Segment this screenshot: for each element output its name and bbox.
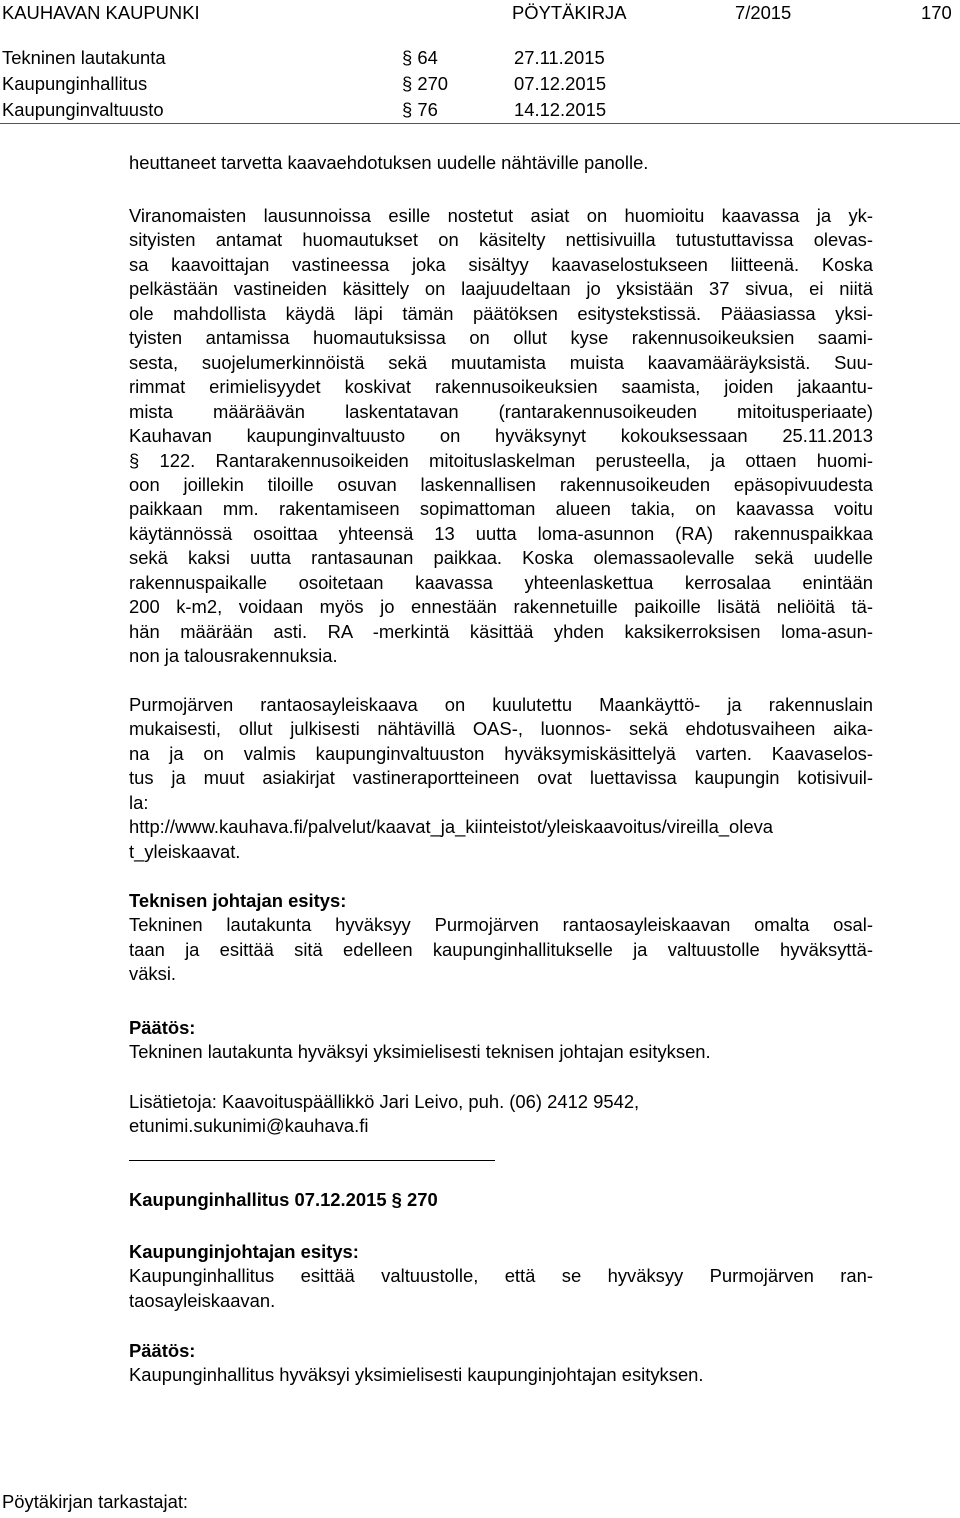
footer-reviewers-label: Pöytäkirjan tarkastajat: (2, 1491, 189, 1512)
decision-text: Kaupunginhallitus hyväksyi yksimielisesti kaupunginjohtajan esityksen. (129, 1364, 704, 1386)
text-line: http://www.kauhava.fi/palvelut/kaavat_ja_kiinteistot/yleiskaavoitus/vireilla_oleva (129, 816, 774, 838)
meeting-number: § 64 (402, 47, 438, 68)
header-divider (0, 123, 960, 124)
text-line: la: (129, 791, 149, 813)
text-line: sa kaavoittajan vastineessa joka sisältyy kaavaselostukseen liitteenä. Koska (129, 253, 873, 275)
meeting-number-value: 64 (417, 47, 438, 68)
text-line: sityisten antamat huomautukset on käsitelty nettisivuilla tutustuttavissa olevas- (129, 229, 873, 251)
technical-director-proposal (129, 889, 873, 987)
meeting-body: Kaupunginvaltuusto (2, 99, 164, 120)
issue-number: 7/2015 (735, 2, 792, 23)
paragraph-review-summary (129, 204, 873, 669)
decision-city-board (129, 1339, 873, 1388)
mayor-proposal (129, 1240, 873, 1313)
text-line: non ja talousrakennuksia. (129, 645, 338, 667)
meeting-number-value: 76 (417, 99, 438, 120)
text-line: na ja on valmis kaupunginvaltuuston hyväksymiskäsittelyä varten. Kaavaselos- (129, 742, 873, 764)
organization-name: KAUHAVAN KAUPUNKI (2, 2, 200, 23)
meeting-number: § 270 (402, 73, 449, 94)
decision-technical-board (129, 1016, 873, 1065)
meeting-body: Kaupunginhallitus (2, 73, 148, 94)
text-line: oon joillekin tiloille osuvan laskennallisen rakennusoikeuden epäsopivuudesta (129, 473, 873, 495)
meeting-row (2, 98, 702, 122)
contact-email: etunimi.sukunimi@kauhava.fi (129, 1115, 369, 1137)
text-line: sekä kaksi uutta rantasaunan paikkaa. Koska olemassaolevalle sekä uudelle (129, 547, 873, 569)
meeting-number: § 76 (402, 99, 438, 120)
intro-line (129, 151, 873, 175)
text-line: Kauhavan kaupunginvaltuusto on hyväksynyt kokouksessaan 25.11.2013 (129, 425, 873, 447)
meeting-date: 07.12.2015 (514, 73, 607, 94)
text-line: hän määrään asti. RA -merkintä käsittää yhden kaksikerroksisen loma-asun- (129, 620, 873, 642)
text-line: t_yleiskaavat. (129, 840, 241, 862)
page-number: 170 (921, 2, 952, 23)
text-line: tus ja muut asiakirjat vastineraportteineen ovat luettavissa kaupungin kotisivuil- (129, 767, 873, 789)
text-line: sesta, suojelumerkinnöistä sekä muutamista muista kaavamääräyksistä. Suu- (129, 351, 873, 373)
text-line: väksi. (129, 963, 177, 985)
decision-text: Tekninen lautakunta hyväksyi yksimielisesti teknisen johtajan esityksen. (129, 1041, 711, 1063)
contact-line: Lisätietoja: Kaavoituspäällikkö Jari Leivo, puh. (06) 2412 9542, (129, 1091, 640, 1112)
meeting-number-value: 270 (417, 73, 449, 94)
meeting-date: 27.11.2015 (514, 47, 605, 68)
text-line: tyisten antamissa huomautuksissa on ollut kyse rakennusoikeuksien saami- (129, 327, 873, 349)
proposal-heading: Kaupunginjohtajan esitys: (129, 1241, 359, 1262)
text-line: Viranomaisten lausunnoissa esille nostetut asiat on huomioitu kaavassa ja yk- (129, 205, 873, 226)
text-line: rakennuspaikalle osoitetaan kaavassa yhteenlaskettua kerrosalaa enintään (129, 571, 873, 593)
text-line: Tekninen lautakunta hyväksyy Purmojärven rantaosayleiskaavan omalta osal- (129, 914, 873, 936)
text-line: mista määräävän laskentatavan (rantarakennusoikeuden mitoitusperiaate) (129, 400, 873, 422)
meeting-date: 14.12.2015 (514, 99, 607, 120)
text-line: ole mahdollista käydä läpi tämän päätöksen esitystekstissä. Pääasiassa yksi- (129, 302, 873, 324)
council-section-heading (129, 1188, 873, 1212)
decision-heading: Päätös: (129, 1340, 196, 1361)
proposal-heading: Teknisen johtajan esitys: (129, 890, 347, 911)
paragraph-plan-status (129, 693, 873, 864)
text-line: Kaupunginhallitus esittää valtuustolle, että se hyväksyy Purmojärven ran- (129, 1265, 873, 1287)
document-type: PÖYTÄKIRJA (512, 2, 627, 23)
meeting-row (2, 72, 702, 96)
text-line: heuttaneet tarvetta kaavaehdotuksen uudelle nähtäville panolle. (129, 152, 649, 173)
text-line: taan ja esittää sitä edelleen kaupunginhallitukselle ja valtuustolle hyväksyttä- (129, 938, 873, 960)
contact-info (129, 1090, 873, 1139)
text-line: käytännössä osoittaa yhteensä 13 uutta loma-asunnon (RA) rakennuspaikkaa (129, 522, 873, 544)
meeting-row (2, 46, 702, 70)
text-line: pelkästään vastineiden käsittely on laajuudeltaan jo yksistään 37 sivua, ei niitä (129, 278, 873, 300)
section-divider (129, 1160, 495, 1161)
text-line: paikkaan mm. rakentamiseen sopimattoman alueen takia, on kaavassa voitu (129, 498, 873, 520)
text-line: mukaisesti, ollut julkisesti nähtävillä OAS-, luonnos- sekä ehdotusvaiheen aika- (129, 718, 873, 740)
council-heading: Kaupunginhallitus 07.12.2015 § 270 (129, 1189, 438, 1210)
meeting-body: Tekninen lautakunta (2, 47, 166, 68)
decision-heading: Päätös: (129, 1017, 196, 1038)
text-line: 200 k-m2, voidaan myös jo ennestään rakennetuille paikoille lisätä neliöitä tä- (129, 596, 873, 618)
text-line: Purmojärven rantaosayleiskaava on kuulutettu Maankäyttö- ja rakennuslain (129, 694, 873, 715)
text-line: taosayleiskaavan. (129, 1289, 276, 1311)
text-line: § 122. Rantarakennusoikeiden mitoituslaskelman perusteella, ja ottaen huomi- (129, 449, 873, 471)
text-line: rimmat erimielisyydet koskivat rakennusoikeuksien saamista, joiden jakaantu- (129, 376, 873, 398)
